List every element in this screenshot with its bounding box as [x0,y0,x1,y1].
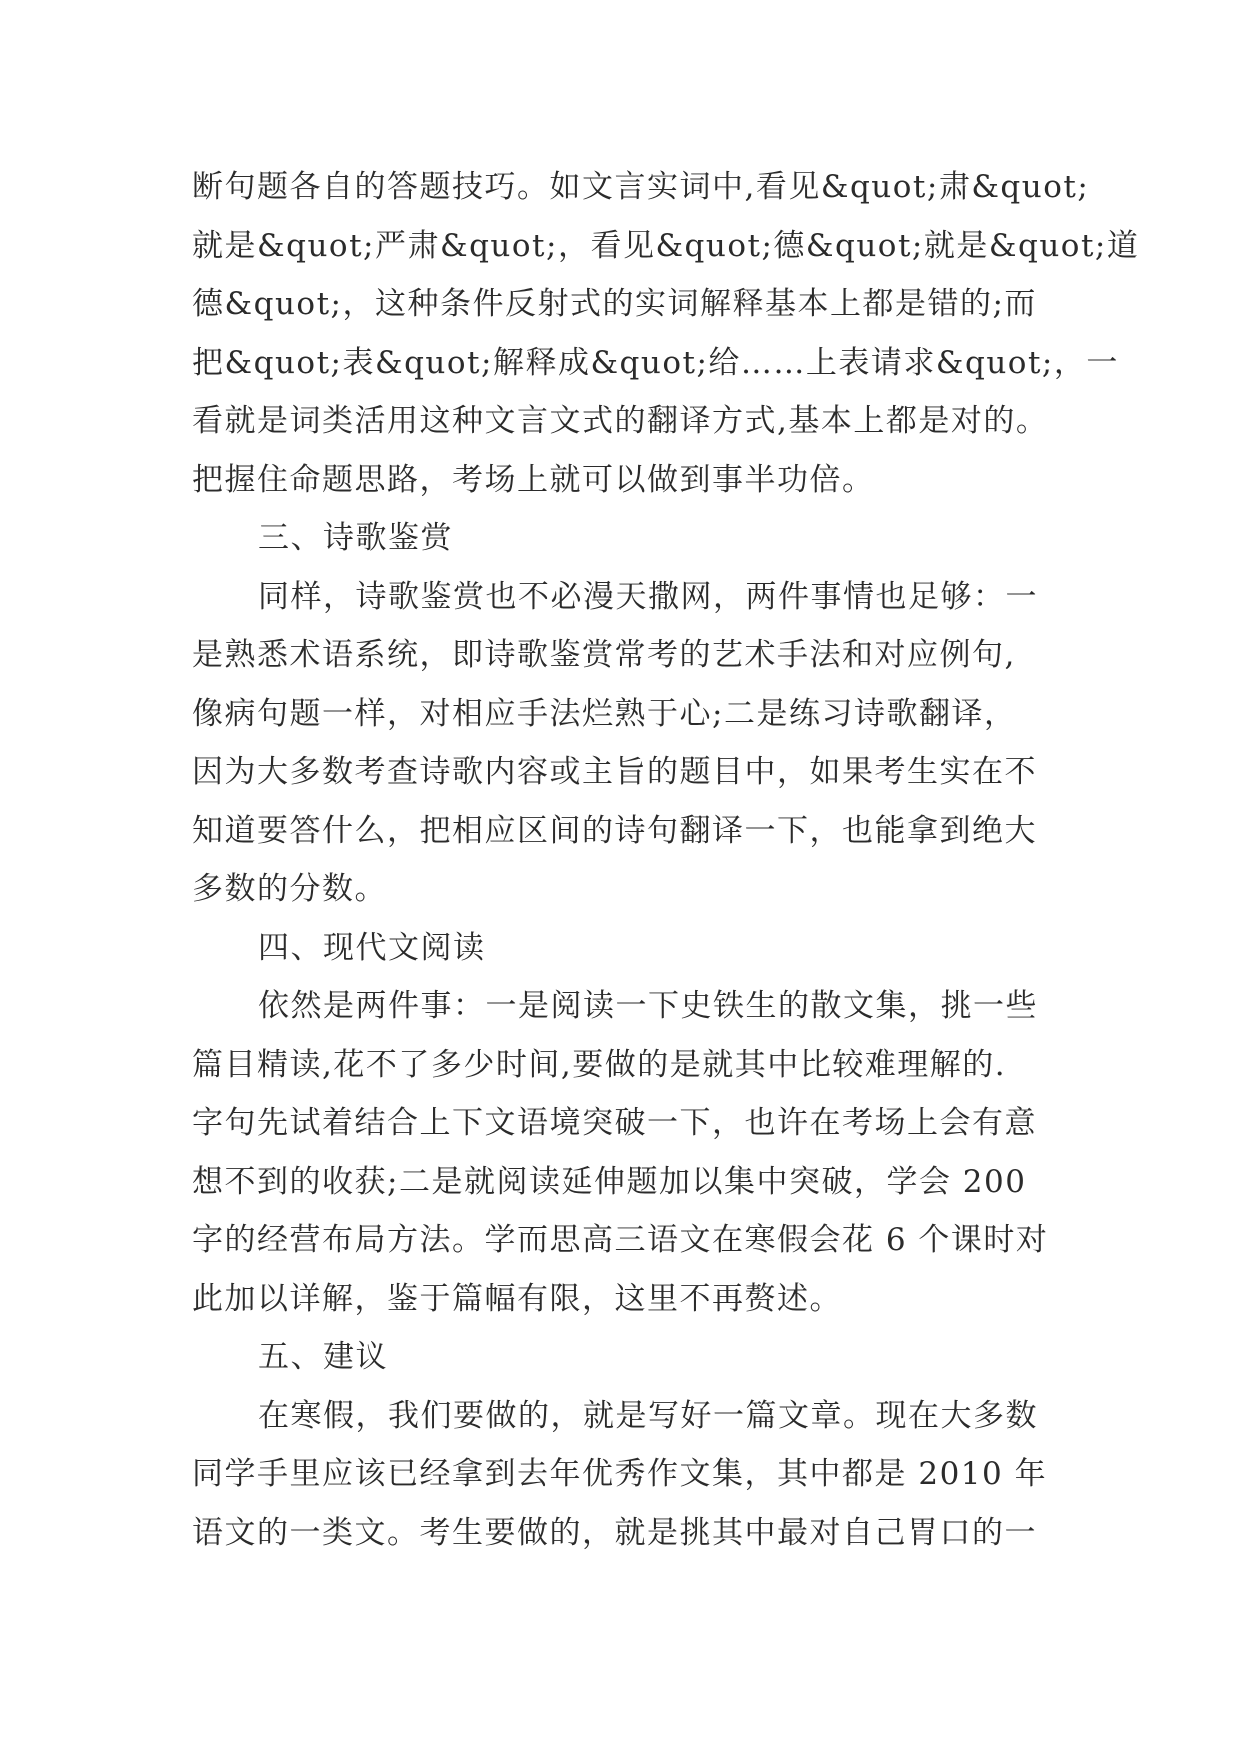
section-heading: 四、现代文阅读 [258,929,486,966]
text-line: 多数的分数。 [192,871,387,907]
text-line: 篇目精读,花不了多少时间,要做的是就其中比较难理解的. [192,1046,1007,1083]
text-line: 此加以详解，鉴于篇幅有限，这里不再赘述。 [192,1280,842,1317]
paragraph-start: 同样，诗歌鉴赏也不必漫天撒网，两件事情也足够：一 [258,578,1038,615]
text-line: 是熟悉术语系统，即诗歌鉴赏常考的艺术手法和对应例句, [192,637,1016,673]
text-line: 字句先试着结合上下文语境突破一下，也许在考场上会有意 [192,1105,1037,1141]
text-line: 语文的一类文。考生要做的，就是挑其中最对自己胃口的一 [192,1514,1037,1551]
text-line: 把&quot;表&quot;解释成&quot;给……上表请求&quot;，一 [192,344,1119,381]
section-heading: 五、建议 [258,1339,388,1375]
paragraph-start: 依然是两件事：一是阅读一下史铁生的散文集，挑一些 [258,988,1038,1024]
text-line: 看就是词类活用这种文言文式的翻译方式,基本上都是对的。 [192,403,1049,439]
text-line: 德&quot;，这种条件反射式的实词解释基本上都是错的;而 [192,286,1037,322]
text-line: 因为大多数考查诗歌内容或主旨的题目中，如果考生实在不 [192,754,1037,790]
text-line: 同学手里应该已经拿到去年优秀作文集，其中都是 2010 年 [192,1456,1048,1492]
text-line: 字的经营布局方法。学而思高三语文在寒假会花 6 个课时对 [192,1222,1049,1258]
section-heading: 三、诗歌鉴赏 [258,520,453,556]
text-line: 把握住命题思路，考场上就可以做到事半功倍。 [192,461,875,498]
text-line: 就是&quot;严肃&quot;，看见&quot;德&quot;就是&quot;道 [192,227,1140,264]
text-line: 像病句题一样，对相应手法烂熟于心;二是练习诗歌翻译， [192,695,1017,732]
paragraph-start: 在寒假，我们要做的，就是写好一篇文章。现在大多数 [258,1397,1038,1434]
text-line: 知道要答什么，把相应区间的诗句翻译一下，也能拿到绝大 [192,812,1037,849]
text-line: 想不到的收获;二是就阅读延伸题加以集中突破，学会 200 [192,1163,1027,1200]
document-body [192,158,1140,1562]
text-line: 断句题各自的答题技巧。如文言实词中,看见&quot;肃&quot; [192,169,1090,205]
